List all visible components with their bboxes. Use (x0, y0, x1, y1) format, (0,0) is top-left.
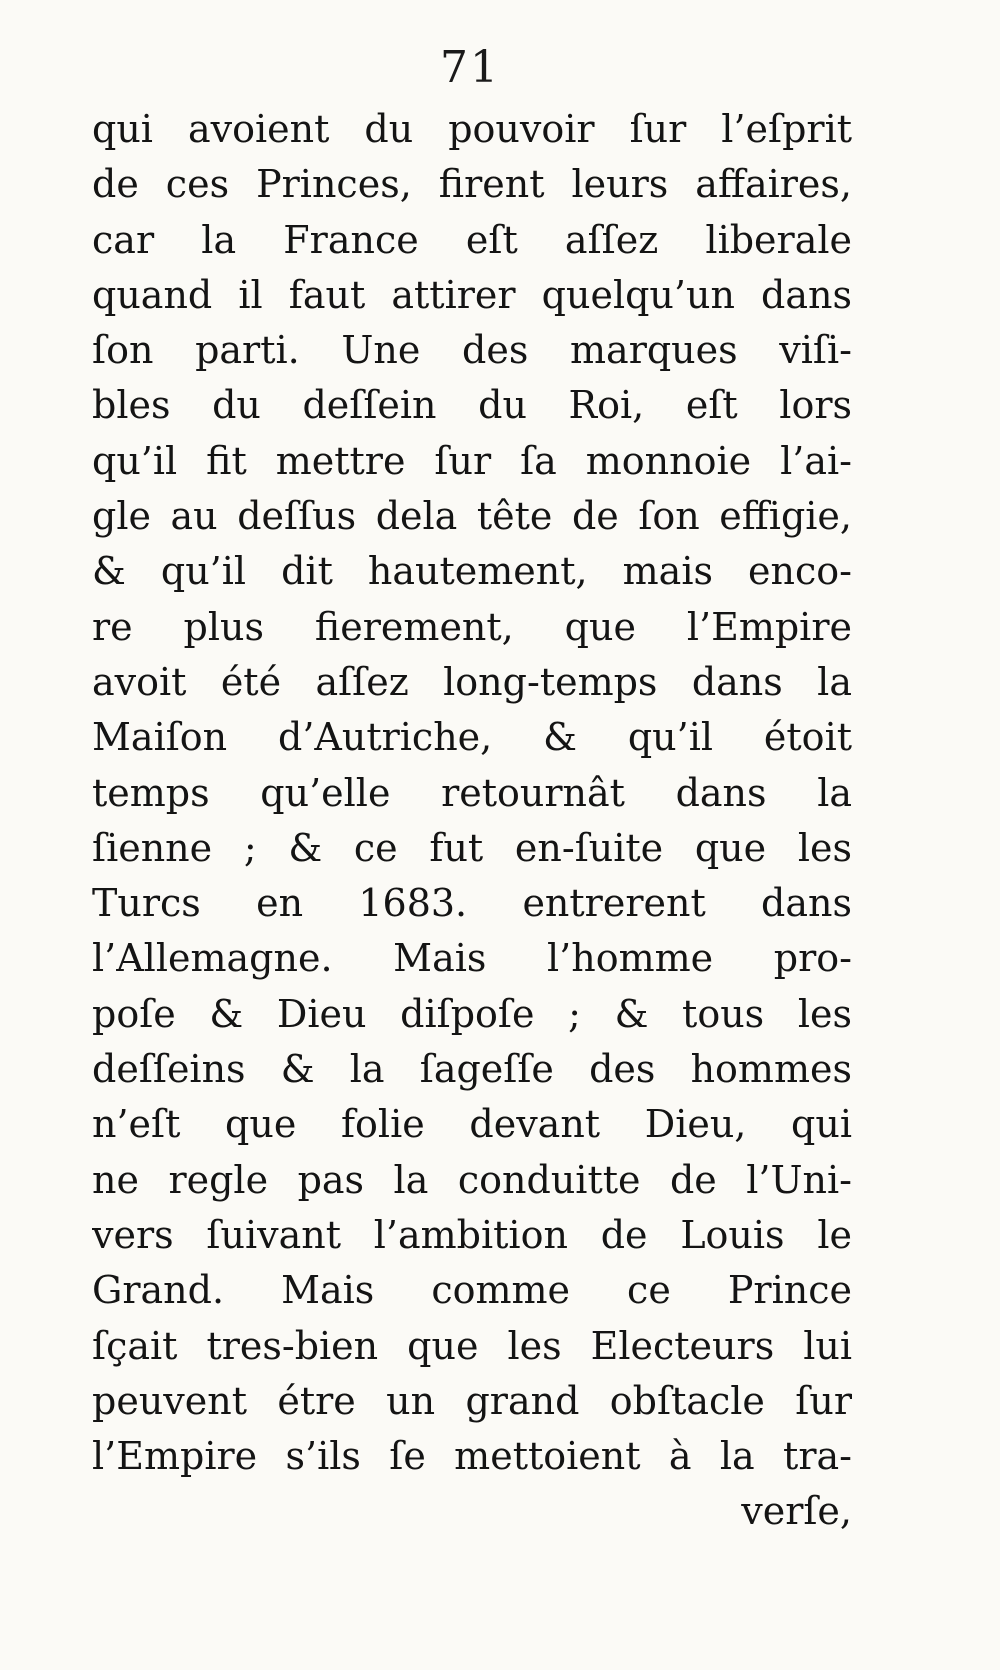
text-line: ſon parti. Une des marques viſi- (92, 328, 852, 373)
text-line: vers ſuivant l’ambition de Louis le (92, 1212, 852, 1257)
text-line: qu’il fit mettre ſur ſa monnoie l’ai- (92, 438, 852, 483)
text-line: deſſeins & la ſageſſe des hommes (92, 1047, 852, 1092)
page-number: 71 (440, 42, 500, 93)
text-line: ſienne ; & ce fut en-ſuite que les (92, 825, 852, 870)
text-line: & qu’il dit hautement, mais enco- (92, 549, 852, 594)
text-line: n’eſt que folie devant Dieu, qui (92, 1102, 852, 1147)
text-line: poſe & Dieu diſpoſe ; & tous les (92, 991, 852, 1036)
text-line: de ces Princes, firent leurs affaires, (92, 162, 852, 207)
text-line: gle au deſſus dela tête de ſon effigie, (92, 494, 852, 539)
text-line: peuvent étre un grand obſtacle ſur (92, 1378, 852, 1423)
text-line: l’Empire s’ils ſe mettoient à la tra- (92, 1434, 852, 1479)
catchword: verſe, (741, 1489, 852, 1534)
text-line: bles du deſſein du Roi, eſt lors (92, 383, 852, 428)
text-line: l’Allemagne. Mais l’homme pro- (92, 936, 852, 981)
text-line: Grand. Mais comme ce Prince (92, 1268, 852, 1313)
text-line: ſçait tres-bien que les Electeurs lui (92, 1323, 852, 1368)
text-line: ne regle pas la conduitte de l’Uni- (92, 1157, 852, 1202)
text-line: Turcs en 1683. entrerent dans (92, 881, 852, 926)
body-text (92, 102, 852, 1540)
text-line: qui avoient du pouvoir ſur l’eſprit (92, 107, 852, 151)
text-line: car la France eſt aſſez liberale (92, 217, 852, 262)
text-line: avoit été aſſez long-temps dans la (92, 659, 852, 704)
text-line: temps qu’elle retournât dans la (92, 770, 852, 815)
text-line: Maiſon d’Autriche, & qu’il étoit (92, 715, 852, 760)
text-line: re plus fierement, que l’Empire (92, 604, 852, 649)
text-line: quand il faut attirer quelqu’un dans (92, 272, 852, 317)
